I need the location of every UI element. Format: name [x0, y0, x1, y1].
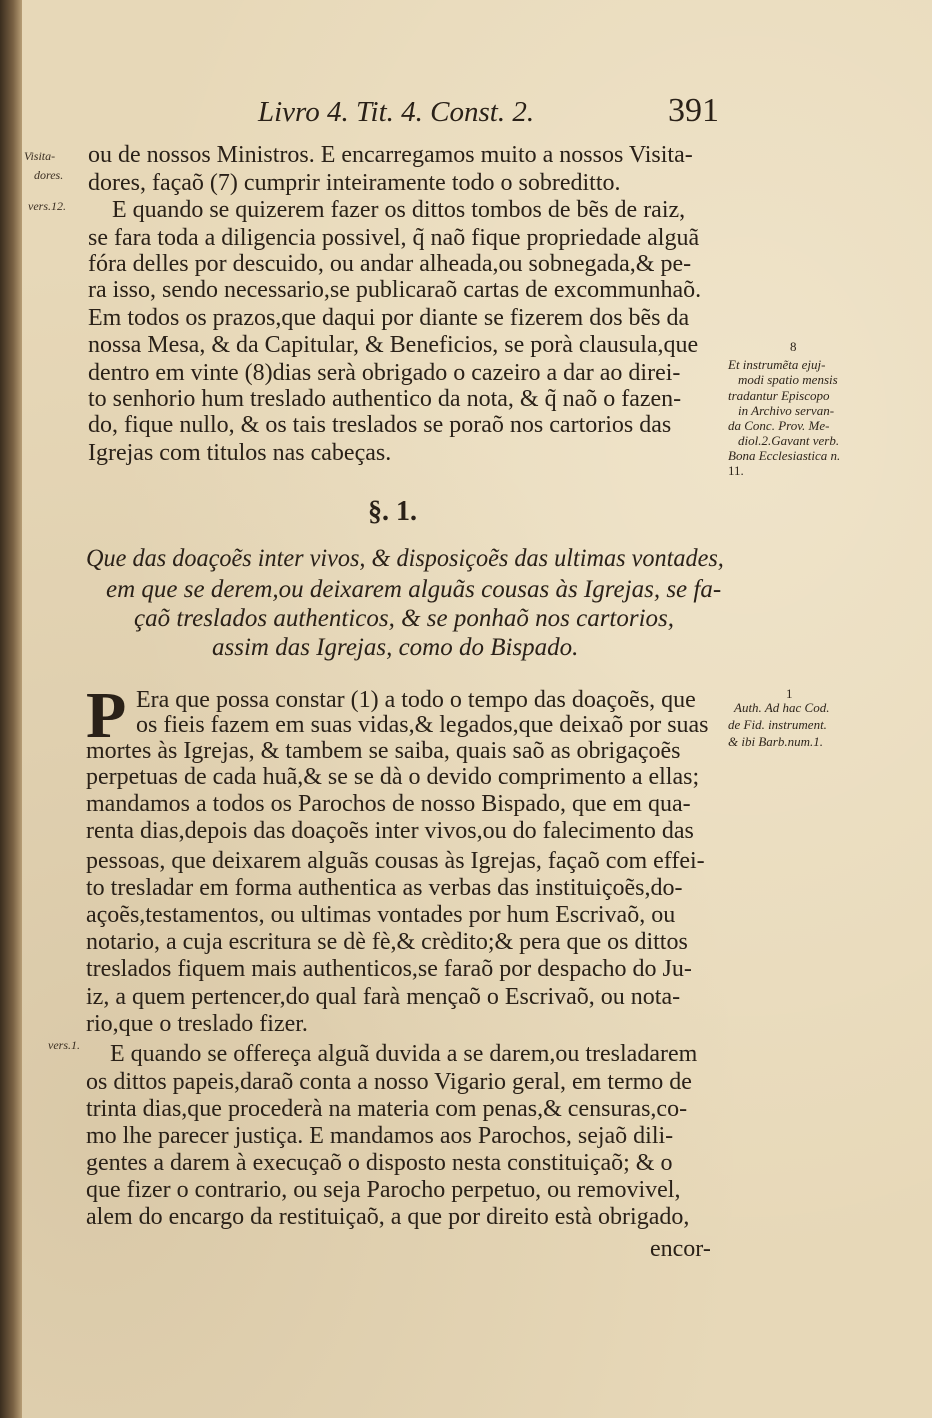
side-note-line: in Archivo servan- [738, 403, 835, 418]
drop-cap: P [86, 679, 127, 752]
body-line: E quando se quizerem fazer os dittos tombos de bẽs de raiz, [112, 197, 686, 223]
section-title-line: Que das doaçoẽs inter vivos, & disposiçoẽs das ultimas vontades, [86, 545, 724, 572]
side-note-line: Et instrumẽta ejuj- [728, 357, 826, 372]
body-line: perpetuas de cada huã,& se se dà o devido comprimento a ellas; [86, 764, 700, 790]
body-line: fóra delles por descuido, ou andar alheada,ou sobnegada,& pe- [88, 251, 692, 277]
body-line: to senhorio hum treslado authentico da nota, & q̃ naõ o fazen- [88, 386, 682, 412]
body-line: notario, a cuja escritura se dè fè,& crèdito;& pera que os dittos [86, 929, 688, 955]
body-line: renta dias,depois das doaçoẽs inter vivos,ou do falecimento das [86, 818, 694, 844]
body-line: ra isso, sendo necessario,se publicaraõ cartas de excommunhaõ. [88, 277, 702, 303]
body-line: dores, façaõ (7) cumprir inteiramente todo o sobreditto. [88, 170, 621, 196]
margin-note-visitadores-1: Visita- [24, 149, 56, 163]
body-line: os dittos papeis,daraõ conta a nosso Vigario geral, em termo de [86, 1069, 692, 1095]
body-line: trinta dias,que procederà na materia com penas,& censuras,co- [86, 1096, 688, 1122]
margin-note-vers-1: vers.1. [48, 1038, 80, 1052]
side-note-number-8: 8 [790, 339, 797, 354]
body-line: os fieis fazem em suas vidas,& legados,que deixaõ por suas [136, 712, 709, 738]
body-line: Em todos os prazos,que daqui por diante se fizerem dos bẽs da [88, 305, 690, 331]
body-line: Era que possa constar (1) a todo o tempo das doaçoẽs, que [136, 687, 696, 713]
body-line: açoẽs,testamentos, ou ultimas vontades por hum Escrivaõ, ou [86, 902, 676, 928]
margin-note-visitadores-2: dores. [34, 168, 64, 182]
body-line: E quando se offereça alguã duvida a se darem,ou tresladarem [110, 1041, 698, 1067]
body-line: iz, a quem pertencer,do qual farà mençaõ o Escrivaõ, ou nota- [86, 984, 681, 1010]
body-line: alem do encargo da restituiçaõ, a que por direito està obrigado, [86, 1204, 690, 1230]
running-header: Livro 4. Tit. 4. Const. 2. [258, 96, 535, 128]
side-note-line: Bona Ecclesiastica n. [728, 448, 841, 463]
side-note-line: tradantur Episcopo [728, 388, 830, 403]
body-line: nossa Mesa, & da Capitular, & Beneficios, se porà clausula,que [88, 332, 699, 358]
body-line: mo lhe parecer justiça. E mandamos aos Parochos, sejaõ dili- [86, 1123, 674, 1149]
body-line: Igrejas com titulos nas cabeças. [88, 440, 392, 466]
body-line: pessoas, que deixarem alguãs cousas às Igrejas, façaõ com effei- [86, 848, 705, 874]
body-line: mandamos a todos os Parochos de nosso Bispado, que em qua- [86, 791, 691, 817]
binding-gutter [0, 0, 22, 1418]
side-note-line: modi spatio mensis [738, 372, 838, 387]
side-note-number-1: 1 [786, 686, 793, 701]
body-line: mortes às Igrejas, & tambem se saiba, quais saõ as obrigaçoẽs [86, 738, 681, 764]
section-title-line: em que se derem,ou deixarem alguãs cousas às Igrejas, se fa- [106, 576, 722, 603]
body-line: rio,que o treslado fizer. [86, 1011, 308, 1037]
body-line: gentes a darem à execuçaõ o disposto nesta constituiçaõ; & o [86, 1150, 673, 1176]
side-note-line: da Conc. Prov. Me- [728, 418, 830, 433]
body-line: to tresladar em forma authentica as verbas das instituiçoẽs,do- [86, 875, 683, 901]
section-title-line: çaõ treslados authenticos, & se ponhaõ nos cartorios, [134, 605, 675, 632]
margin-note-vers-12: vers.12. [28, 199, 66, 213]
body-line: que fizer o contrario, ou seja Parocho perpetuo, ou removivel, [86, 1177, 681, 1203]
page-number: 391 [668, 92, 719, 129]
catchword: encor- [650, 1236, 711, 1262]
body-line: dentro em vinte (8)dias serà obrigado o cazeiro a dar ao direi- [88, 360, 681, 386]
section-title-line: assim das Igrejas, como do Bispado. [212, 634, 579, 661]
side-note-line: 11. [728, 463, 744, 478]
body-line: do, fique nullo, & os tais treslados se poraõ nos cartorios das [88, 412, 672, 438]
body-line: treslados fiquem mais authenticos,se faraõ por despacho do Ju- [86, 956, 692, 982]
side-note-line: Auth. Ad hac Cod. [734, 700, 830, 715]
body-line: se fara toda a diligencia possivel, q̃ naõ fique propriedade alguã [88, 225, 700, 251]
side-note-line: diol.2.Gavant verb. [738, 433, 840, 448]
side-note-line: de Fid. instrument. [728, 717, 827, 732]
section-mark: §. 1. [368, 496, 417, 527]
side-note-line: & ibi Barb.num.1. [728, 734, 823, 749]
body-line: ou de nossos Ministros. E encarregamos muito a nossos Visita- [88, 142, 693, 168]
